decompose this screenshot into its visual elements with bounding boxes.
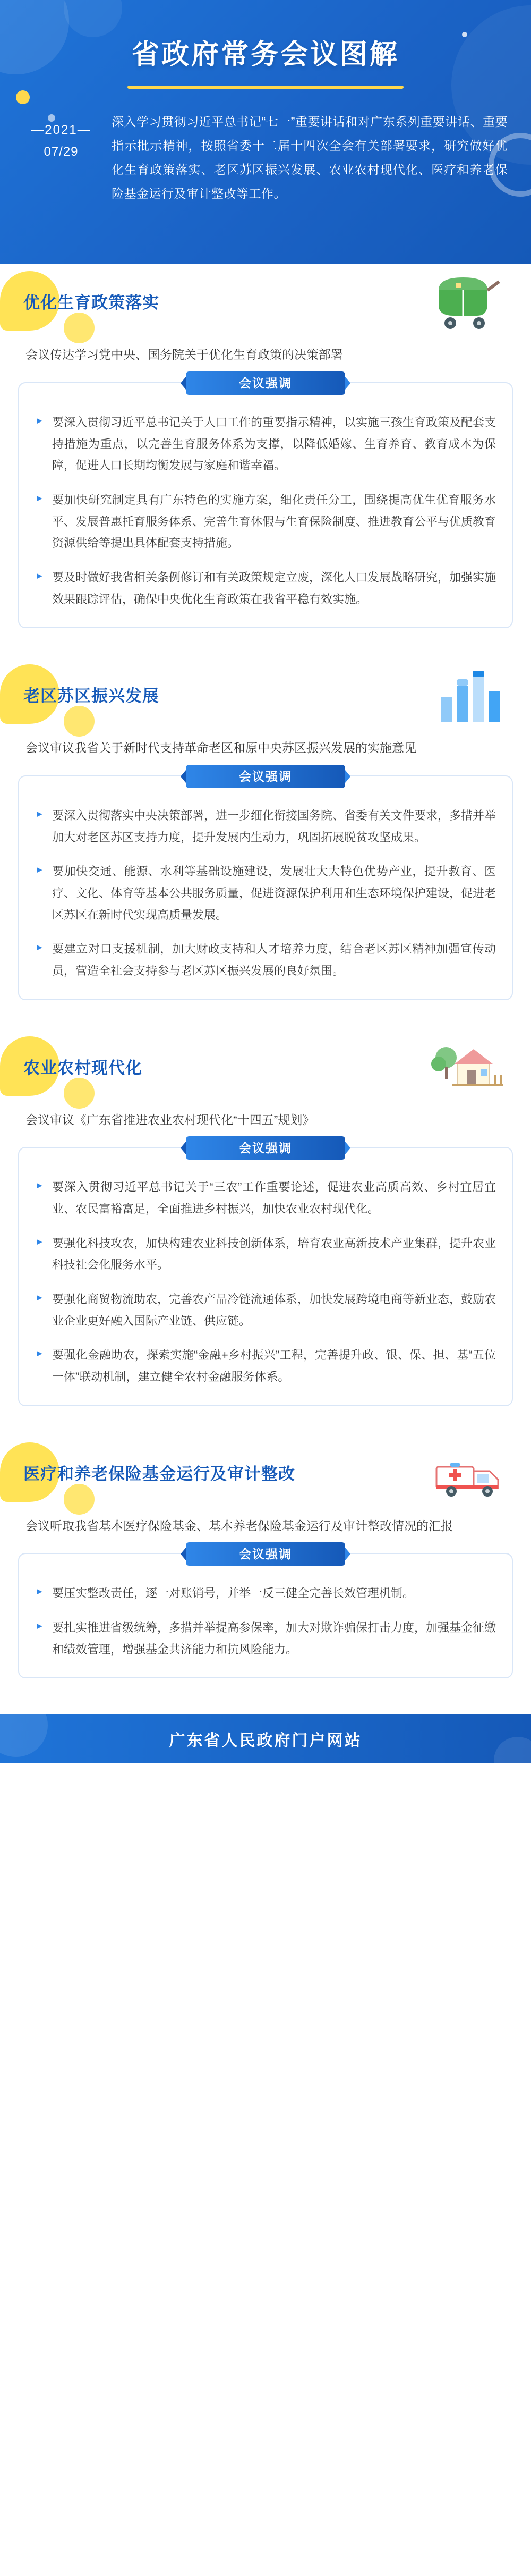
decorative-blob-small (64, 706, 95, 737)
triangle-bullet-icon: ► (35, 415, 44, 426)
list-item (35, 1233, 496, 1276)
list-item (35, 412, 496, 477)
card-tag: 会议强调 (186, 1542, 345, 1566)
list-item-text: 要及时做好我省相关条例修订和有关政策规定立废，深化人口发展战略研究，加强实施效果跟踪评估，确保中央优化生育政策在我省平稳有效实施。 (52, 571, 496, 606)
triangle-bullet-icon: ► (35, 1348, 44, 1359)
list-item-text: 要压实整改责任，逐一对账销号，并举一反三健全完善长效管理机制。 (52, 1586, 415, 1600)
card-tag: 会议强调 (186, 765, 345, 788)
page-title: 省政府常务会议图解 (131, 39, 399, 70)
spacer (0, 1707, 531, 1709)
triangle-bullet-icon: ► (35, 571, 44, 581)
triangle-bullet-icon: ► (35, 1293, 44, 1303)
list-item-text: 要深入贯彻落实中央决策部署，进一步细化衔接国务院、省委有关文件要求，多措并举加大对老区苏区支持力度，提升发展内生动力，巩固拓展脱贫攻坚成果。 (52, 808, 496, 844)
page-header (0, 0, 531, 264)
section-birth-policy (0, 264, 531, 657)
ambulance-icon (428, 1446, 508, 1504)
date-year: —2021— (31, 123, 91, 137)
list-item (35, 489, 496, 554)
card-tag: 会议强调 (186, 1136, 345, 1160)
decorative-blob-small (64, 1484, 95, 1515)
list-item (35, 1177, 496, 1220)
triangle-bullet-icon: ► (35, 1236, 44, 1247)
triangle-bullet-icon: ► (35, 1586, 44, 1597)
date-badge (21, 120, 101, 163)
triangle-bullet-icon: ► (35, 942, 44, 953)
decorative-circle (0, 1714, 48, 1757)
farm-house-icon (428, 1040, 508, 1098)
triangle-bullet-icon: ► (35, 493, 44, 503)
section-old-revolutionary-areas (0, 657, 531, 1028)
date-day: 07/29 (44, 144, 79, 159)
list-item-text: 要强化科技攻农，加快构建农业科技创新体系，培育农业高新技术产业集群，提升农业科技社会化服务水平。 (52, 1236, 496, 1272)
section-title: 优化生育政策落实 (23, 293, 159, 313)
list-item-text: 要加快研究制定具有广东特色的实施方案，细化责任分工，围绕提高优生优育服务水平、发展普惠托育服务体系、完善生育休假与生育保险制度、推进教育公平与优质教育资源供给等提出具体配套支持措施。 (52, 493, 496, 550)
list-item-text: 要加快交通、能源、水利等基础设施建设，发展壮大大特色优势产业，提升教育、医疗、文化、体育等基本公共服务质量，促进资源保护利用和生态环境保护建设，促进老区苏区在新时代实现高质量发展。 (52, 865, 496, 922)
triangle-bullet-icon: ► (35, 865, 44, 875)
section-header (0, 1435, 531, 1515)
decorative-blob-small (64, 313, 95, 343)
decorative-blob-small (64, 1078, 95, 1109)
footer-site-name: 广东省人民政府门户网站 (169, 1732, 362, 1750)
emphasis-card (18, 376, 513, 629)
intro-block (0, 110, 531, 205)
page-footer (0, 1714, 531, 1763)
triangle-bullet-icon: ► (35, 1180, 44, 1191)
triangle-bullet-icon: ► (35, 1621, 44, 1632)
list-item (35, 861, 496, 926)
intro-text: 深入学习贯彻习近平总书记“七一”重要讲话和对广东系列重要讲话、重要指示批示精神，按照省委十二届十四次全会有关部署要求，研究做好优化生育政策落实、老区苏区振兴发展、农业农村现代化、医疗和养老保险基金运行及审计整改等工作。 (112, 115, 508, 200)
list-item (35, 1345, 496, 1388)
list-item-text: 要深入贯彻习近平总书记关于“三农”工作重要论述，促进农业高质高效、乡村宜居宜业、农民富裕富足，全面推进乡村振兴，加快农业农村现代化。 (52, 1180, 496, 1216)
section-title: 农业农村现代化 (23, 1058, 142, 1077)
emphasis-card (18, 769, 513, 1000)
section-header (0, 657, 531, 737)
section-subtitle: 会议审议《广东省推进农业农村现代化“十四五”规划》 (25, 1112, 315, 1127)
list-item-text: 要强化商贸物流助农，完善农产品冷链流通体系，加快发展跨境电商等新业态，鼓励农业企业更好融入国际产业链、供应链。 (52, 1293, 496, 1328)
decorative-circle (494, 1737, 531, 1763)
title-underline (127, 86, 404, 89)
section-header (0, 264, 531, 343)
section-agriculture-modernization (0, 1029, 531, 1435)
list-item (35, 805, 496, 848)
section-insurance-funds-audit (0, 1435, 531, 1708)
section-subtitle: 会议审议我省关于新时代支持革命老区和原中央苏区振兴发展的实施意见 (25, 741, 416, 755)
section-title: 医疗和养老保险基金运行及审计整改 (23, 1464, 295, 1483)
emphasis-card (18, 1141, 513, 1406)
section-title: 老区苏区振兴发展 (23, 687, 159, 706)
section-subtitle: 会议听取我省基本医疗保险基金、基本养老保险基金运行及审计整改情况的汇报 (25, 1518, 453, 1533)
list-item-text: 要扎实推进省级统筹，多措并举提高参保率，加大对欺诈骗保打击力度，加强基金征缴和绩效管理，增强基金共济能力和抗风险能力。 (52, 1621, 496, 1656)
list-item (35, 1617, 496, 1660)
list-item (35, 1289, 496, 1332)
triangle-bullet-icon: ► (35, 808, 44, 819)
bar-chart-icon (428, 668, 508, 726)
list-item-text: 要强化金融助农，探索实施“金融+乡村振兴”工程，完善提升政、银、保、担、基“五位一体”联动机制，建立健全农村金融服务体系。 (52, 1348, 496, 1384)
list-item-text: 要深入贯彻习近平总书记关于人口工作的重要指示精神，以实施三孩生育政策及配套支持措施为重点，以完善生育服务体系为支撑，以降低婚嫁、生育养育、教育成本为保障，促进人口长期均衡发展与家庭和谐幸福。 (52, 415, 496, 472)
emphasis-card (18, 1547, 513, 1678)
list-item-text: 要建立对口支援机制，加大财政支持和人才培养力度，结合老区苏区精神加强宣传动员，营造全社会支持参与老区苏区振兴发展的良好氛围。 (52, 942, 496, 978)
section-header (0, 1029, 531, 1109)
decorative-dot-yellow (16, 90, 30, 104)
list-item (35, 939, 496, 982)
card-tag: 会议强调 (186, 371, 345, 395)
baby-stroller-icon (428, 274, 508, 333)
list-item (35, 1583, 496, 1604)
list-item (35, 567, 496, 610)
section-subtitle: 会议传达学习党中央、国务院关于优化生育政策的决策部署 (25, 348, 343, 362)
